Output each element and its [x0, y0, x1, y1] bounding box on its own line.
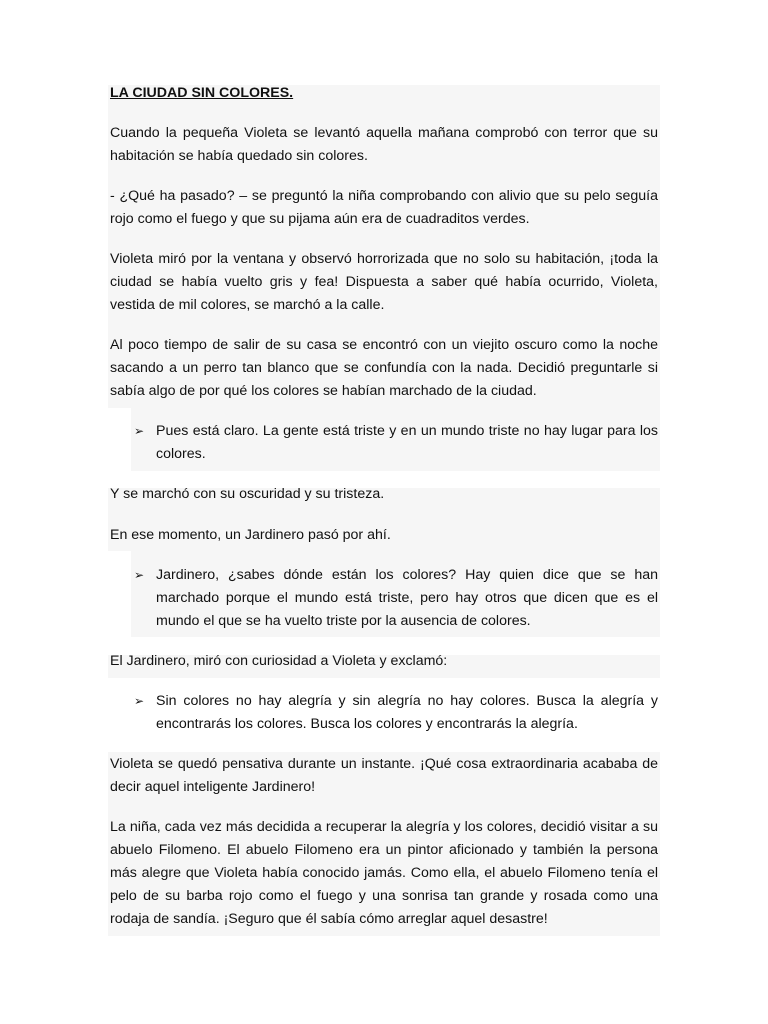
paragraph-4: Al poco tiempo de salir de su casa se encontró con un viejito oscuro como la noche sacando a un perro tan blanco que se confundía con la nada. Decidió preguntarle si sabía algo de por qué los colores se habían marchado de la ciudad.: [110, 337, 658, 399]
bullet-item-1: Pues está claro. La gente está triste y en un mundo triste no hay lugar para los colores.: [156, 423, 658, 462]
paragraph-8: Violeta se quedó pensativa durante un instante. ¡Qué cosa extraordinaria acababa de decir aquel inteligente Jardinero!: [110, 756, 658, 795]
bullet-item-3: Sin colores no hay alegría y sin alegría no hay colores. Busca la alegría y encontrarás los colores. Busca los colores y encontrarás la alegría.: [156, 693, 658, 732]
paragraph-2: - ¿Qué ha pasado? – se preguntó la niña comprobando con alivio que su pelo seguía rojo como el fuego y que su pijama aún era de cuadraditos verdes.: [110, 188, 658, 227]
bullet-item-2: Jardinero, ¿sabes dónde están los colores? Hay quien dice que se han marchado porque el mundo está triste, pero hay otros que dicen que es el mundo el que se ha vuelto triste por la ausencia de colores.: [156, 567, 658, 629]
arrow-bullet-icon: ➢: [134, 424, 145, 438]
arrow-bullet-icon: ➢: [134, 568, 145, 582]
paragraph-3: Violeta miró por la ventana y observó horrorizada que no solo su habitación, ¡toda la ciudad se había vuelto gris y fea! Dispuesta a saber qué había ocurrido, Violeta, vestida de mil colores, se marchó a la calle.: [110, 251, 658, 313]
paragraph-5: Y se marchó con su oscuridad y su tristeza.: [110, 486, 385, 502]
paragraph-6: En ese momento, un Jardinero pasó por ahí.: [110, 527, 391, 543]
paragraph-7: El Jardinero, miró con curiosidad a Violeta y exclamó:: [110, 653, 448, 669]
arrow-bullet-icon: ➢: [134, 694, 145, 708]
document-title: LA CIUDAD SIN COLORES.: [110, 85, 294, 101]
paragraph-9: La niña, cada vez más decidida a recuperar la alegría y los colores, decidió visitar a su abuelo Filomeno. El abuelo Filomeno era un pintor aficionado y también la persona más alegre que Violeta había conocido jamás. Como ella, el abuelo Filomeno tenía el pelo de su barba rojo como el fuego y una sonrisa tan grande y rosada como una rodaja de sandía. ¡Seguro que él sabía cómo arreglar aquel desastre!: [110, 819, 658, 927]
paragraph-1: Cuando la pequeña Violeta se levantó aquella mañana comprobó con terror que su habitación se había quedado sin colores.: [110, 125, 658, 164]
